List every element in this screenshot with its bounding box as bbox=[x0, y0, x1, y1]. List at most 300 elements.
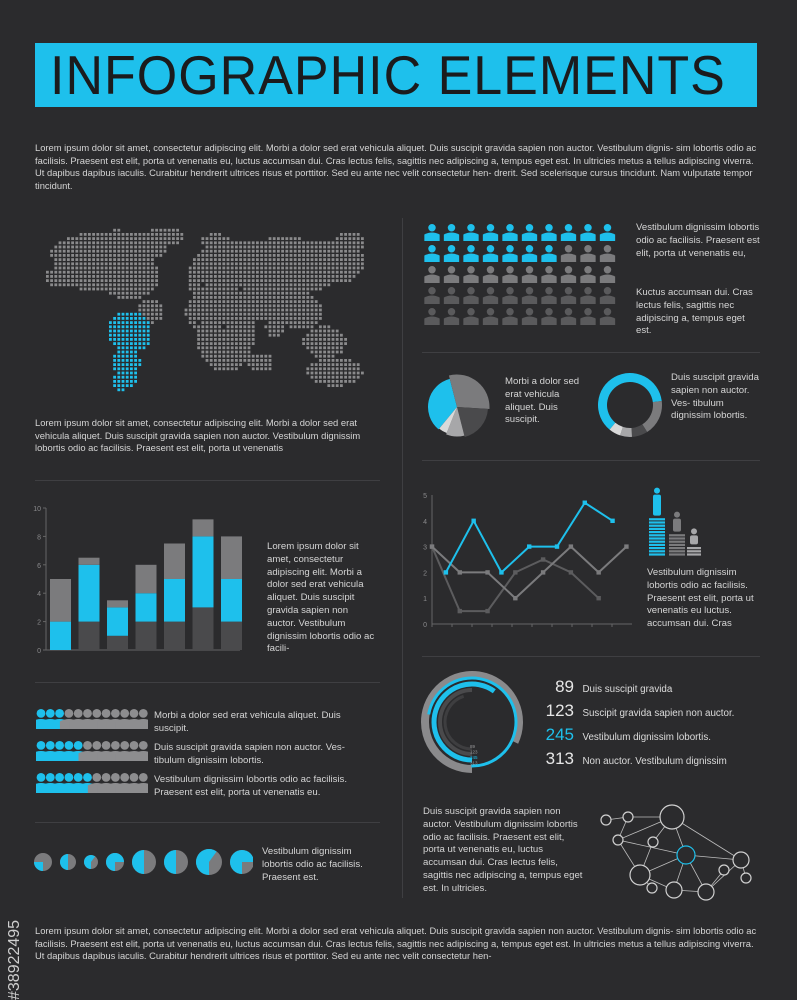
map-dot bbox=[71, 267, 74, 270]
map-dot bbox=[151, 258, 154, 261]
map-dot bbox=[227, 309, 230, 312]
map-dot bbox=[130, 296, 133, 299]
map-dot bbox=[113, 262, 116, 265]
map-dot bbox=[311, 271, 314, 274]
person-body bbox=[561, 275, 576, 284]
bar-segment bbox=[193, 536, 214, 607]
map-dot bbox=[113, 317, 116, 320]
map-dot bbox=[264, 367, 267, 370]
map-dot bbox=[164, 229, 167, 232]
map-dot bbox=[88, 254, 91, 257]
map-dot bbox=[143, 325, 146, 328]
map-dot bbox=[273, 250, 276, 253]
map-dot bbox=[361, 237, 364, 240]
map-dot bbox=[243, 334, 246, 337]
map-dot bbox=[126, 275, 129, 278]
map-dot bbox=[252, 321, 255, 324]
person-icon bbox=[502, 266, 517, 283]
map-dot bbox=[50, 283, 53, 286]
figures-pictogram bbox=[643, 472, 703, 560]
map-dot bbox=[315, 241, 318, 244]
map-dot bbox=[101, 250, 104, 253]
map-dot bbox=[281, 271, 284, 274]
map-dot bbox=[63, 246, 66, 249]
map-dot bbox=[269, 288, 272, 291]
map-dot bbox=[298, 283, 301, 286]
figure-head bbox=[674, 512, 680, 518]
y-tick-label: 2 bbox=[37, 619, 41, 627]
person-icon bbox=[463, 287, 478, 304]
map-dot bbox=[222, 275, 225, 278]
map-dot bbox=[143, 304, 146, 307]
map-dot bbox=[302, 296, 305, 299]
map-dot bbox=[210, 237, 213, 240]
map-dot bbox=[311, 367, 314, 370]
person-body bbox=[561, 317, 576, 326]
map-dot bbox=[302, 321, 305, 324]
map-dot bbox=[357, 258, 360, 261]
map-dot bbox=[353, 258, 356, 261]
map-dot bbox=[315, 309, 318, 312]
map-dot bbox=[222, 330, 225, 333]
map-dot bbox=[252, 355, 255, 358]
map-dot bbox=[235, 309, 238, 312]
map-dot bbox=[357, 363, 360, 366]
map-dot bbox=[63, 279, 66, 282]
map-dot bbox=[122, 363, 125, 366]
map-dot bbox=[201, 325, 204, 328]
map-dot bbox=[189, 267, 192, 270]
map-dot bbox=[277, 325, 280, 328]
map-dot bbox=[117, 334, 120, 337]
stack-step bbox=[649, 525, 665, 527]
series-point bbox=[499, 570, 503, 574]
stack-step bbox=[649, 541, 665, 543]
map-dot bbox=[227, 363, 230, 366]
person-head bbox=[65, 709, 74, 718]
map-dot bbox=[134, 325, 137, 328]
person-body bbox=[463, 317, 478, 326]
map-dot bbox=[134, 346, 137, 349]
person-body bbox=[444, 254, 459, 263]
map-dot bbox=[155, 250, 158, 253]
map-dot bbox=[218, 346, 221, 349]
map-dot bbox=[332, 267, 335, 270]
map-dot bbox=[138, 254, 141, 257]
map-dot bbox=[231, 317, 234, 320]
map-dot bbox=[281, 321, 284, 324]
map-dot bbox=[201, 288, 204, 291]
map-dot bbox=[206, 321, 209, 324]
map-dot bbox=[151, 237, 154, 240]
map-dot bbox=[218, 367, 221, 370]
map-dot bbox=[197, 279, 200, 282]
map-dot bbox=[126, 359, 129, 362]
map-dot bbox=[332, 342, 335, 345]
map-dot bbox=[311, 254, 314, 257]
map-dot bbox=[344, 254, 347, 257]
map-dot bbox=[201, 267, 204, 270]
map-dot bbox=[252, 338, 255, 341]
map-dot bbox=[323, 241, 326, 244]
map-dot bbox=[54, 283, 57, 286]
map-dot bbox=[302, 250, 305, 253]
map-dot bbox=[344, 376, 347, 379]
map-dot bbox=[315, 363, 318, 366]
map-dot bbox=[172, 233, 175, 236]
map-dot bbox=[63, 250, 66, 253]
map-dot bbox=[130, 363, 133, 366]
map-dot bbox=[143, 271, 146, 274]
map-dot bbox=[117, 313, 120, 316]
map-dot bbox=[122, 330, 125, 333]
map-dot bbox=[327, 279, 330, 282]
person-head bbox=[448, 308, 455, 315]
map-dot bbox=[306, 279, 309, 282]
map-dot bbox=[193, 325, 196, 328]
person-body bbox=[444, 296, 459, 305]
stack-step bbox=[669, 541, 685, 543]
map-dot bbox=[122, 325, 125, 328]
map-dot bbox=[109, 288, 112, 291]
map-dot bbox=[117, 283, 120, 286]
map-dot bbox=[302, 262, 305, 265]
map-dot bbox=[151, 275, 154, 278]
map-dot bbox=[134, 254, 137, 257]
map-dot bbox=[126, 296, 129, 299]
series-point bbox=[444, 570, 448, 574]
map-dot bbox=[231, 296, 234, 299]
map-dot bbox=[277, 267, 280, 270]
person-head bbox=[120, 741, 129, 750]
person-icon bbox=[463, 224, 478, 241]
map-dot bbox=[302, 283, 305, 286]
map-dot bbox=[138, 233, 141, 236]
map-dot bbox=[122, 317, 125, 320]
map-dot bbox=[294, 296, 297, 299]
map-dot bbox=[151, 300, 154, 303]
people-grid-text-1: Vestibulum dignissim lobortis odio ac facilisis. Praesent est elit, porta ut venenatis eu, bbox=[636, 222, 760, 259]
person-head bbox=[506, 245, 513, 252]
map-dot bbox=[159, 313, 162, 316]
map-dot bbox=[285, 275, 288, 278]
map-dot bbox=[269, 258, 272, 261]
person-body bbox=[424, 275, 439, 284]
person-head bbox=[448, 245, 455, 252]
map-dot bbox=[323, 271, 326, 274]
map-dot bbox=[109, 267, 112, 270]
map-dot bbox=[113, 338, 116, 341]
series-point bbox=[610, 519, 614, 523]
person-head bbox=[584, 308, 591, 315]
bar-segment bbox=[107, 636, 128, 650]
map-dot bbox=[197, 288, 200, 291]
map-dot bbox=[260, 300, 263, 303]
map-dot bbox=[159, 254, 162, 257]
map-dot bbox=[243, 300, 246, 303]
map-dot bbox=[235, 292, 238, 295]
map-dot bbox=[143, 267, 146, 270]
map-dot bbox=[336, 267, 339, 270]
map-dot bbox=[311, 279, 314, 282]
map-dot bbox=[214, 275, 217, 278]
map-dot bbox=[227, 241, 230, 244]
map-dot bbox=[134, 380, 137, 383]
map-dot bbox=[134, 283, 137, 286]
map-dot bbox=[231, 292, 234, 295]
map-dot bbox=[348, 279, 351, 282]
map-dot bbox=[231, 325, 234, 328]
map-dot bbox=[67, 241, 70, 244]
map-dot bbox=[306, 258, 309, 261]
map-dot bbox=[269, 267, 272, 270]
map-dot bbox=[277, 241, 280, 244]
person-body bbox=[463, 254, 478, 263]
map-dot bbox=[155, 246, 158, 249]
map-dot bbox=[235, 351, 238, 354]
map-dot bbox=[285, 279, 288, 282]
person-head bbox=[120, 709, 129, 718]
map-dot bbox=[248, 279, 251, 282]
map-dot bbox=[260, 254, 263, 257]
map-dot bbox=[130, 237, 133, 240]
map-dot bbox=[285, 296, 288, 299]
person-body bbox=[522, 254, 537, 263]
map-dot bbox=[248, 241, 251, 244]
map-dot bbox=[264, 279, 267, 282]
map-dot bbox=[302, 338, 305, 341]
map-dot bbox=[285, 241, 288, 244]
map-dot bbox=[311, 283, 314, 286]
map-dot bbox=[227, 246, 230, 249]
map-dot bbox=[281, 300, 284, 303]
map-dot bbox=[281, 275, 284, 278]
map-dot bbox=[113, 363, 116, 366]
map-dot bbox=[206, 288, 209, 291]
stack-step bbox=[649, 531, 665, 533]
map-dot bbox=[197, 334, 200, 337]
map-dot bbox=[243, 275, 246, 278]
map-dot bbox=[101, 258, 104, 261]
map-dot bbox=[130, 288, 133, 291]
map-dot bbox=[243, 250, 246, 253]
map-dot bbox=[222, 262, 225, 265]
map-dot bbox=[323, 376, 326, 379]
divider bbox=[35, 480, 380, 481]
map-dot bbox=[214, 254, 217, 257]
map-dot bbox=[155, 237, 158, 240]
map-dot bbox=[340, 334, 343, 337]
map-dot bbox=[130, 338, 133, 341]
map-dot bbox=[206, 262, 209, 265]
map-dot bbox=[50, 279, 53, 282]
person-body bbox=[522, 275, 537, 284]
map-dot bbox=[126, 367, 129, 370]
map-dot bbox=[227, 325, 230, 328]
map-dot bbox=[319, 338, 322, 341]
map-dot bbox=[256, 359, 259, 362]
map-dot bbox=[214, 342, 217, 345]
person-head bbox=[604, 266, 611, 273]
map-dot bbox=[252, 275, 255, 278]
map-dot bbox=[151, 246, 154, 249]
network-node bbox=[601, 815, 611, 825]
map-dot bbox=[248, 330, 251, 333]
map-dot bbox=[260, 262, 263, 265]
map-dot bbox=[126, 237, 129, 240]
map-dot bbox=[294, 237, 297, 240]
map-dot bbox=[327, 384, 330, 387]
map-dot bbox=[151, 309, 154, 312]
map-dot bbox=[260, 355, 263, 358]
stat-item bbox=[530, 749, 760, 773]
map-dot bbox=[113, 321, 116, 324]
map-dot bbox=[311, 246, 314, 249]
map-dot bbox=[294, 254, 297, 257]
person-head bbox=[565, 266, 572, 273]
map-dot bbox=[327, 241, 330, 244]
page-title: INFOGRAPHIC ELEMENTS bbox=[50, 45, 726, 107]
map-dot bbox=[193, 317, 196, 320]
map-dot bbox=[298, 275, 301, 278]
map-dot bbox=[348, 367, 351, 370]
map-dot bbox=[277, 262, 280, 265]
map-dot bbox=[285, 321, 288, 324]
map-dot bbox=[348, 380, 351, 383]
map-dot bbox=[260, 258, 263, 261]
network-node bbox=[677, 846, 695, 864]
map-dot bbox=[84, 246, 87, 249]
map-dot bbox=[277, 304, 280, 307]
map-dot bbox=[101, 283, 104, 286]
map-dot bbox=[348, 258, 351, 261]
map-dot bbox=[311, 363, 314, 366]
y-tick-label: 0 bbox=[423, 622, 427, 629]
map-dot bbox=[218, 267, 221, 270]
map-dot bbox=[281, 250, 284, 253]
map-dot bbox=[147, 317, 150, 320]
map-dot bbox=[264, 359, 267, 362]
map-dot bbox=[113, 376, 116, 379]
map-dot bbox=[235, 296, 238, 299]
people-row-1 bbox=[36, 707, 148, 733]
map-dot bbox=[332, 351, 335, 354]
divider bbox=[402, 218, 403, 898]
y-tick-label: 0 bbox=[37, 648, 41, 655]
map-dot bbox=[353, 363, 356, 366]
map-dot bbox=[319, 309, 322, 312]
map-dot bbox=[315, 346, 318, 349]
map-dot bbox=[323, 380, 326, 383]
map-dot bbox=[117, 351, 120, 354]
map-dot bbox=[273, 279, 276, 282]
map-dot bbox=[185, 309, 188, 312]
map-dot bbox=[138, 271, 141, 274]
map-dot bbox=[126, 254, 129, 257]
map-dot bbox=[344, 372, 347, 375]
map-dot bbox=[311, 313, 314, 316]
map-dot bbox=[332, 271, 335, 274]
map-dot bbox=[235, 258, 238, 261]
map-dot bbox=[222, 271, 225, 274]
map-dot bbox=[235, 367, 238, 370]
map-dot bbox=[151, 233, 154, 236]
map-dot bbox=[210, 309, 213, 312]
map-dot bbox=[357, 262, 360, 265]
map-dot bbox=[273, 271, 276, 274]
map-dot bbox=[134, 237, 137, 240]
person-body bbox=[424, 233, 439, 242]
map-dot bbox=[117, 384, 120, 387]
map-dot bbox=[264, 317, 267, 320]
map-dot bbox=[227, 267, 230, 270]
map-dot bbox=[327, 258, 330, 261]
map-dot bbox=[290, 300, 293, 303]
y-tick-label: 4 bbox=[37, 591, 41, 599]
map-dot bbox=[260, 267, 263, 270]
map-dot bbox=[281, 304, 284, 307]
map-dot bbox=[210, 271, 213, 274]
map-dot bbox=[214, 304, 217, 307]
map-dot bbox=[248, 288, 251, 291]
map-dot bbox=[294, 267, 297, 270]
gauge-label: 313 bbox=[470, 760, 478, 766]
map-dot bbox=[344, 271, 347, 274]
map-dot bbox=[361, 267, 364, 270]
map-dot bbox=[122, 321, 125, 324]
map-dot bbox=[277, 292, 280, 295]
map-dot bbox=[243, 279, 246, 282]
bar-segment bbox=[164, 544, 185, 580]
map-dot bbox=[319, 355, 322, 358]
person-body bbox=[561, 296, 576, 305]
map-dot bbox=[126, 376, 129, 379]
map-dot bbox=[306, 271, 309, 274]
map-dot bbox=[285, 237, 288, 240]
map-dot bbox=[306, 346, 309, 349]
bar-segment bbox=[79, 558, 100, 565]
map-dot bbox=[302, 258, 305, 261]
map-dot bbox=[126, 363, 129, 366]
map-dot bbox=[332, 250, 335, 253]
map-dot bbox=[298, 296, 301, 299]
map-dot bbox=[122, 338, 125, 341]
person-icon bbox=[522, 245, 537, 262]
map-dot bbox=[109, 292, 112, 295]
divider bbox=[422, 656, 760, 657]
map-dot bbox=[306, 246, 309, 249]
donut-text: Duis suscipit gravida sapien non auctor. Ves- tibulum dignissim lobortis. bbox=[671, 372, 759, 422]
map-dot bbox=[281, 246, 284, 249]
person-icon bbox=[463, 245, 478, 262]
map-dot bbox=[138, 292, 141, 295]
map-dot bbox=[126, 292, 129, 295]
map-dot bbox=[92, 267, 95, 270]
map-dot bbox=[273, 254, 276, 257]
map-dot bbox=[197, 338, 200, 341]
map-dot bbox=[143, 279, 146, 282]
map-dot bbox=[319, 241, 322, 244]
map-dot bbox=[201, 275, 204, 278]
map-dot bbox=[193, 313, 196, 316]
person-body bbox=[522, 317, 537, 326]
map-dot bbox=[96, 279, 99, 282]
map-dot bbox=[159, 246, 162, 249]
map-dot bbox=[214, 309, 217, 312]
map-dot bbox=[252, 317, 255, 320]
map-dot bbox=[252, 267, 255, 270]
person-icon bbox=[502, 287, 517, 304]
